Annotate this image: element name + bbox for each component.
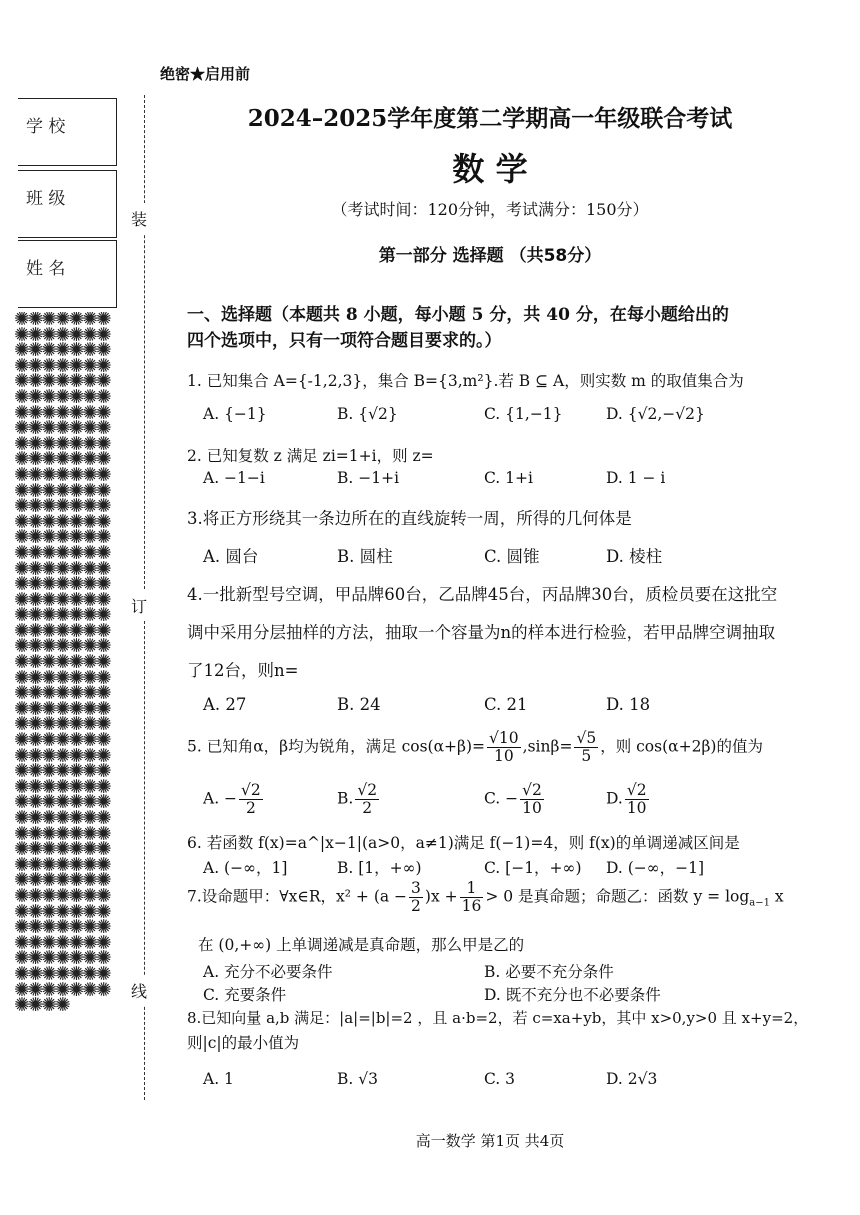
question-5-fraction-2: $\frac{√5}{5}$ xyxy=(576,729,597,766)
question-7-fraction-1: $\frac{3}{2}$ xyxy=(411,879,421,916)
question-4-option-a: A. 27 xyxy=(203,695,247,714)
question-7-fraction-2: $\frac{1}{16}$ xyxy=(461,879,482,916)
decorative-gear-pattern: ✺✺✺✺✺✺✺✺✺✺✺✺✺✺✺✺✺✺✺✺✺✺✺✺✺✺✺✺✺✺✺✺✺✺✺✺✺✺✺✺✺✺✺✺✺✺✺✺✺✺✺✺✺✺✺✺✺✺✺✺✺✺✺✺✺✺✺✺✺✺✺✺✺✺✺✺✺✺✺✺✺✺✺✺✺✺✺✺✺✺✺✺✺✺✺✺✺✺✺✺✺✺✺✺✺✺✺✺✺✺✺✺✺✺✺✺✺✺✺✺✺✺✺✺✺✺✺✺✺✺✺✺✺✺✺✺✺✺✺✺✺✺✺✺✺✺✺✺✺✺✺✺✺✺✺✺✺✺✺✺✺✺✺✺✺✺✺✺✺✺✺✺✺✺✺✺✺✺✺✺✺✺✺✺✺✺✺✺✺✺✺✺✺✺✺✺✺✺✺✺✺✺✺✺✺✺✺✺✺✺✺✺✺✺✺✺✺✺✺✺✺✺✺✺✺✺✺✺✺✺✺✺✺✺✺✺✺✺✺✺✺✺✺✺✺✺✺✺✺✺✺✺✺✺✺✺✺✺✺✺✺✺✺✺✺✺✺✺✺✺✺✺✺✺✺✺✺✺✺✺✺✺✺✺✺✺✺✺✺✺✺✺✺✺✺✺✺✺✺✺✺✺✺✺✺✺✺✺✺✺✺✺ xyxy=(14,312,110,1017)
question-8-line-2: 则|c|的最小值为 xyxy=(187,1034,300,1052)
question-4-line-3: 了12台，则n= xyxy=(187,661,299,680)
question-2-option-c: C. 1+i xyxy=(484,469,533,487)
question-4-line-1: 4.一批新型号空调，甲品牌60台，乙品牌45台，丙品牌30台，质检员要在这批空 xyxy=(187,585,778,604)
question-5-option-c: C. − $\frac{√2}{10}$ xyxy=(484,781,542,818)
question-1-option-b: B. {√2} xyxy=(337,405,398,423)
question-5-option-d: D. $\frac{√2}{10}$ xyxy=(606,781,647,818)
question-2-stem: 2. 已知复数 z 满足 zi=1+i，则 z= xyxy=(187,447,434,465)
question-5-option-a: A. − $\frac{√2}{2}$ xyxy=(203,781,261,818)
question-8-option-b: B. √3 xyxy=(337,1070,379,1088)
question-2-option-a: A. −1−i xyxy=(203,469,265,487)
exam-info: （考试时间：120分钟，考试满分：150分） xyxy=(331,200,649,219)
question-1-option-a-value: {−1} xyxy=(224,405,267,423)
binding-word-xian: 线 xyxy=(131,975,147,1006)
question-7-line-2: 在 (0,+∞) 上单调递减是真命题，那么甲是乙的 xyxy=(198,936,525,954)
section-title-line1: 一、选择题（本题共 8 小题，每小题 5 分，共 40 分，在每小题给出的 xyxy=(187,305,729,325)
question-7-stem: 7.设命题甲：∀x∈R，x² + (a − $\frac{3}{2}$ )x + $\frac{1}{16}$ > 0 是真命题；命题乙：函数 $y = \log_{a-1} x$ xyxy=(187,879,784,916)
question-7-option-b: B. 必要不充分条件 xyxy=(484,963,614,981)
question-6-option-c: C. [−1，+∞) xyxy=(484,859,582,877)
page-footer: 高一数学 第1页 共4页 xyxy=(415,1132,565,1150)
question-3-option-a: A. 圆台 xyxy=(203,547,259,566)
question-8-option-d: D. 2√3 xyxy=(606,1070,658,1088)
question-6-option-a: A. (−∞，1] xyxy=(203,859,288,877)
question-1-option-a: A. {−1} xyxy=(203,405,267,423)
question-5-fraction-1: $\frac{√10}{10}$ xyxy=(489,729,519,766)
question-2-option-d: D. 1 − i xyxy=(606,469,666,487)
question-8-option-b-value: √3 xyxy=(358,1070,379,1088)
question-5-option-b: B. $\frac{√2}{2}$ xyxy=(337,781,378,818)
question-8-option-c: C. 3 xyxy=(484,1070,516,1088)
part-title: 第一部分 选择题 （共58分） xyxy=(378,246,602,266)
section-title-line2: 四个选项中，只有一项符合题目要求的。） xyxy=(187,331,502,351)
question-6-option-b: B. [1，+∞) xyxy=(337,859,422,877)
question-8-option-d-value: 2√3 xyxy=(627,1070,658,1088)
question-7-option-a: A. 充分不必要条件 xyxy=(203,963,333,981)
question-4-line-2: 调中采用分层抽样的方法，抽取一个容量为n的样本进行检验，若甲品牌空调抽取 xyxy=(187,623,776,642)
question-6-stem: 6. 若函数 f(x)=a^|x−1|(a>0，a≠1)满足 f(−1)=4，则 f(x)的单调递减区间是 xyxy=(187,834,740,852)
question-7-log-base: a−1 xyxy=(749,897,770,909)
question-3-option-d: D. 棱柱 xyxy=(606,547,663,566)
question-4-option-b: B. 24 xyxy=(337,695,381,714)
binding-word-ding: 订 xyxy=(131,590,147,621)
question-7-option-c: C. 充要条件 xyxy=(203,986,287,1004)
school-field-label: 学 校 xyxy=(26,117,66,137)
question-1-option-b-value: {√2} xyxy=(358,405,398,423)
question-8-option-a: A. 1 xyxy=(203,1070,234,1088)
question-3-option-b: B. 圆柱 xyxy=(337,547,393,566)
question-3-stem: 3.将正方形绕其一条边所在的直线旋转一周，所得的几何体是 xyxy=(187,509,632,528)
secret-mark: 绝密★启用前 xyxy=(160,65,251,83)
question-1-option-c-value: {1,−1} xyxy=(505,405,563,423)
question-5-stem: 5. 已知角α，β均为锐角，满足 cos(α+β)= $\frac{√10}{10}$ ,sinβ= $\frac{√5}{5}$ ，则 cos(α+2β)的值为 xyxy=(187,729,763,766)
question-8-line-1: 8.已知向量 a,b 满足：|a|=|b|=2 ，且 a·b=2，若 c=xa+yb，其中 x>0,y>0 且 x+y=2， xyxy=(187,1009,809,1027)
subject-title: 数 学 xyxy=(452,150,528,188)
question-3-option-c: C. 圆锥 xyxy=(484,547,540,566)
question-1-stem: 1. 已知集合 A={-1,2,3}，集合 B={3,m²}.若 B ⊆ A，则实数 m 的取值集合为 xyxy=(187,372,744,390)
binding-word-zhuang: 装 xyxy=(131,203,147,234)
question-4-option-c: C. 21 xyxy=(484,695,528,714)
question-4-option-d: D. 18 xyxy=(606,695,651,714)
question-1-option-d-value: {√2,−√2} xyxy=(627,405,705,423)
class-field-label: 班 级 xyxy=(26,189,66,209)
question-7-option-d: D. 既不充分也不必要条件 xyxy=(484,986,661,1004)
name-field-label: 姓 名 xyxy=(26,259,66,279)
question-1-option-c: C. {1,−1} xyxy=(484,405,563,423)
question-6-option-d: D. (−∞，−1] xyxy=(606,859,705,877)
question-1-option-d: D. {√2,−√2} xyxy=(606,405,705,423)
question-2-option-b: B. −1+i xyxy=(337,469,400,487)
exam-title: 2024–2025学年度第二学期高一年级联合考试 xyxy=(247,105,733,132)
